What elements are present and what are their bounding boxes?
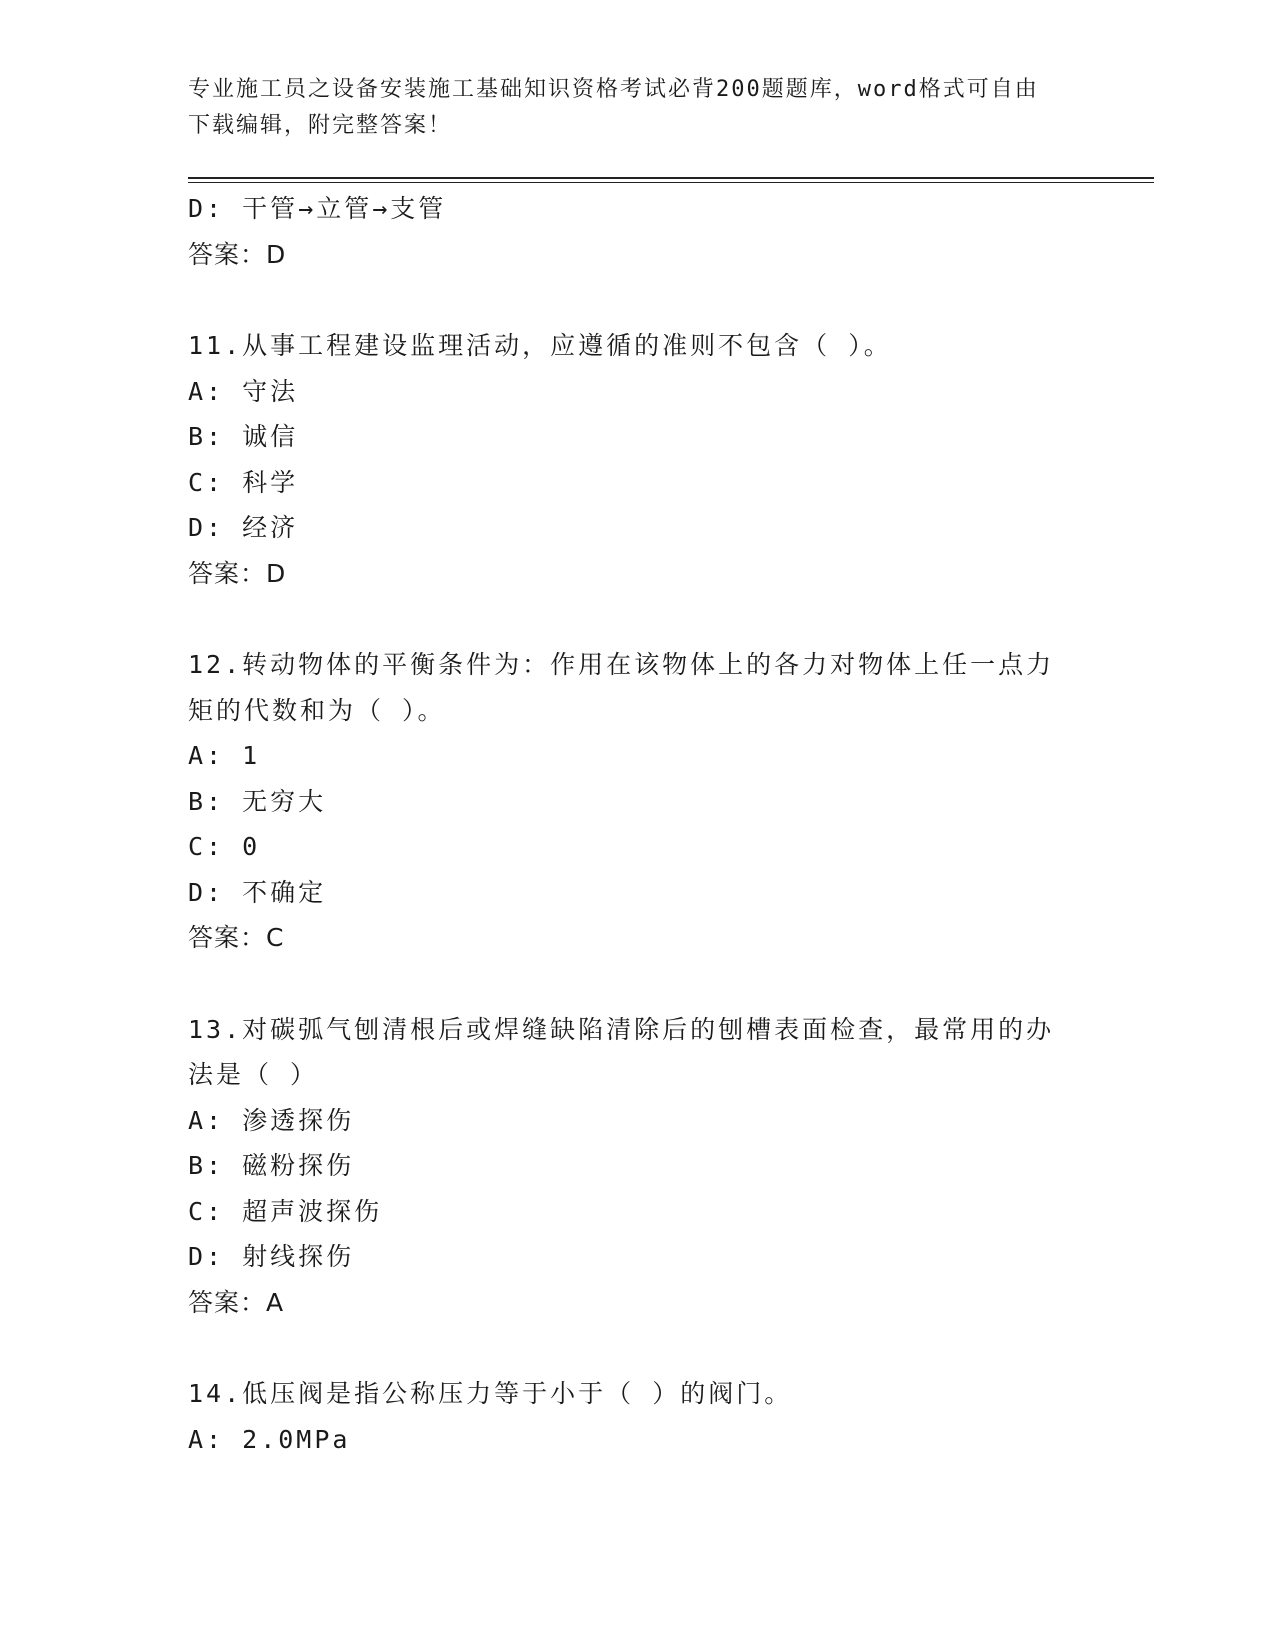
question-stem: 13.对碳弧气刨清根后或焊缝缺陷清除后的刨槽表面检查，最常用的办 — [188, 1014, 1055, 1044]
spacer — [188, 1325, 1088, 1371]
question-11 — [188, 323, 1088, 596]
header-title-line-2: 下载编辑，附完整答案！ — [188, 113, 453, 138]
option-d: D: 射线探伤 — [188, 1242, 355, 1271]
option-c: C: 0 — [188, 832, 261, 861]
option-b: B: 诚信 — [188, 422, 299, 451]
spacer — [188, 961, 1088, 1007]
spacer — [188, 596, 1088, 642]
option-c: C: 超声波探伤 — [188, 1196, 383, 1226]
question-list — [188, 186, 1088, 1462]
spacer — [188, 277, 1088, 323]
answer-line: 答案：C — [188, 923, 285, 952]
option-c: C: 科学 — [188, 467, 299, 497]
option-a: A: 渗透探伤 — [188, 1105, 355, 1135]
option-a: A: 2.0MPa — [188, 1424, 351, 1454]
option-b: B: 无穷大 — [188, 786, 327, 816]
answer-line: 答案：A — [188, 1287, 285, 1317]
header-title-line-1: 专业施工员之设备安装施工基础知识资格考试必背200题题库，word格式可自由 — [188, 77, 1039, 102]
option-a: A: 守法 — [188, 376, 299, 406]
option-d: D: 经济 — [188, 513, 299, 542]
answer-line: 答案：D — [188, 239, 287, 269]
question-12 — [188, 642, 1088, 961]
option-d: D: 不确定 — [188, 877, 327, 907]
question-stem: 14.低压阀是指公称压力等于小于（ ）的阀门。 — [188, 1379, 793, 1408]
question-stem-continued: 矩的代数和为（ ）。 — [188, 695, 446, 725]
question-14 — [188, 1371, 1088, 1462]
header-divider-thick — [188, 177, 1154, 179]
option-b: B: 磁粉探伤 — [188, 1151, 355, 1180]
question-stem: 11.从事工程建设监理活动，应遵循的准则不包含（ ）。 — [188, 331, 892, 360]
question-stem-continued: 法是（ ） — [188, 1060, 319, 1089]
option-d: D: 干管→立管→支管 — [188, 194, 447, 223]
question-13 — [188, 1007, 1088, 1326]
question-stem: 12.转动物体的平衡条件为：作用在该物体上的各力对物体上任一点力 — [188, 650, 1055, 679]
option-a: A: 1 — [188, 741, 261, 770]
document-header — [188, 72, 1088, 144]
answer-line: 答案：D — [188, 558, 287, 588]
header-divider-thin — [188, 182, 1154, 183]
question-10-continued — [188, 186, 1088, 277]
